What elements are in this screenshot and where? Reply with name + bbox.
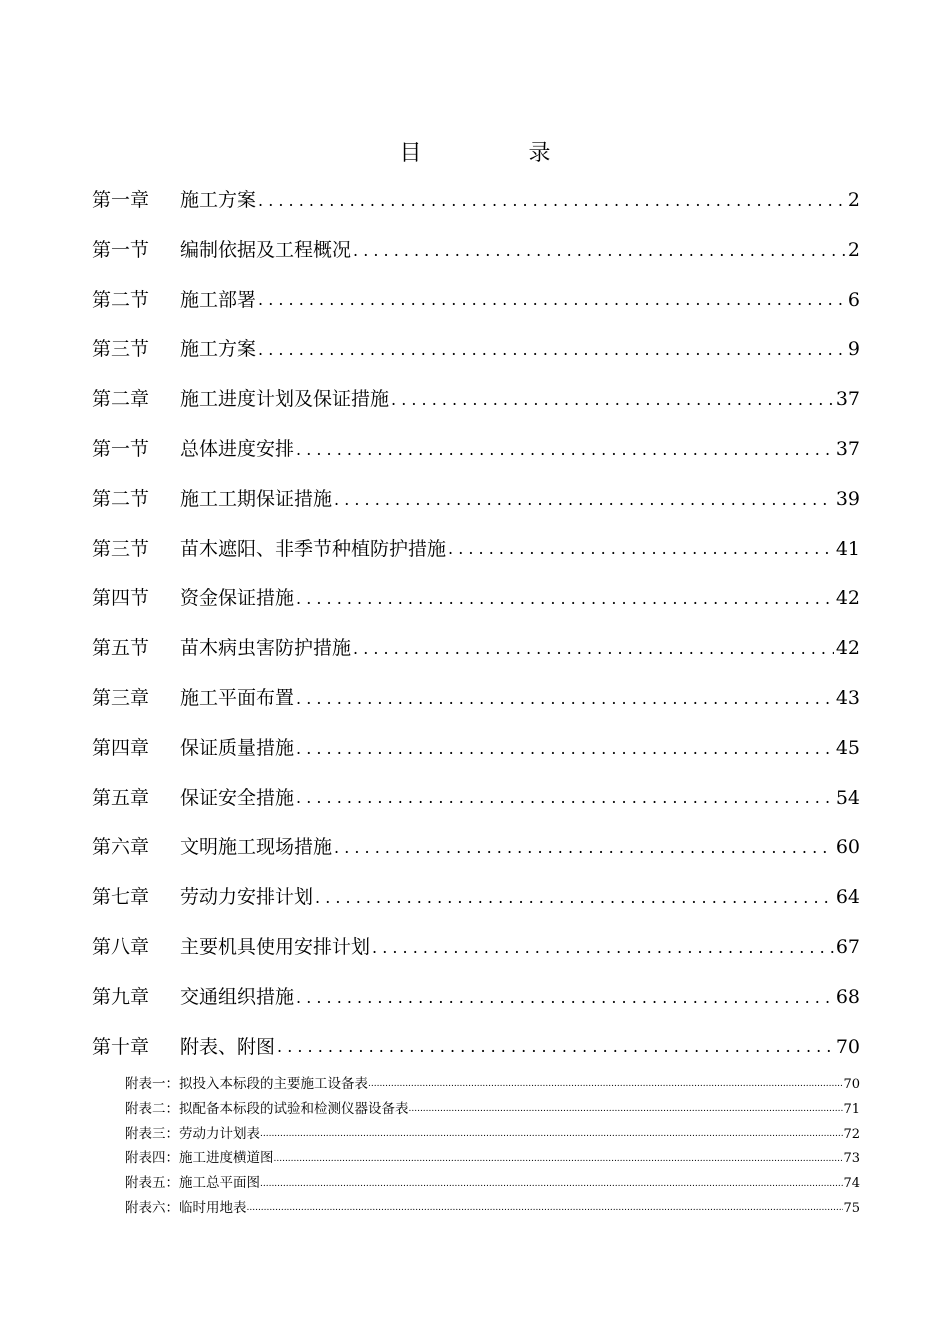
appendix-entry[interactable]: [125, 1196, 860, 1221]
entry-title: 附表、附图: [180, 1035, 276, 1058]
dot-leader: [258, 290, 846, 310]
toc-entry[interactable]: [92, 525, 860, 575]
entry-page: 37: [835, 437, 860, 460]
dot-leader: [448, 539, 834, 559]
entry-number: 第四节: [92, 587, 150, 610]
entry-number: 第三章: [92, 686, 150, 709]
appendix-title: 附表六：临时用地表: [125, 1199, 247, 1216]
appendix-title: 附表一：拟投入本标段的主要施工设备表: [125, 1076, 368, 1092]
dot-leader: [296, 589, 834, 609]
dot-leader: [260, 1176, 843, 1192]
entry-title: 主要机具使用安排计划: [180, 935, 371, 958]
appendix-entry[interactable]: [125, 1122, 860, 1147]
entry-title: 苗木遮阳、非季节种植防护措施: [180, 537, 447, 560]
dot-leader: [353, 639, 834, 659]
entry-page: 9: [847, 338, 860, 361]
toc-entry[interactable]: [92, 425, 860, 475]
entry-number: 第一节: [92, 437, 150, 460]
toc-entry[interactable]: [92, 375, 860, 425]
dot-leader: [258, 191, 846, 211]
dot-leader: [258, 340, 846, 360]
appendix-title: 附表二：拟配备本标段的试验和检测仪器设备表: [125, 1100, 409, 1117]
appendix-entry[interactable]: [125, 1097, 860, 1122]
entry-title: 劳动力安排计划: [180, 886, 314, 909]
toc-entry[interactable]: [92, 574, 860, 624]
entry-page: 42: [835, 587, 860, 610]
entry-number: 第八章: [92, 935, 150, 958]
entry-number: 第三节: [92, 537, 150, 560]
appendix-title: 附表五：施工总平面图: [125, 1175, 260, 1192]
entry-number: 第二节: [92, 288, 150, 311]
entry-number: 第七章: [92, 886, 150, 909]
toc-entry[interactable]: [92, 276, 860, 326]
dot-leader: [260, 1126, 843, 1142]
entry-number: 第四章: [92, 736, 150, 759]
appendix-page: 74: [843, 1176, 860, 1192]
entry-page: 64: [835, 886, 860, 909]
dot-leader: [296, 440, 834, 460]
dot-leader: [296, 689, 834, 709]
entry-number: 第五节: [92, 637, 150, 660]
dot-leader: [391, 390, 834, 410]
entry-title: 施工平面布置: [180, 686, 295, 709]
dot-leader: [277, 1037, 834, 1057]
entry-number: 第六章: [92, 836, 150, 859]
entry-page: 37: [835, 388, 860, 411]
entry-page: 2: [847, 238, 860, 261]
appendix-title: 附表三：劳动力计划表: [125, 1125, 260, 1142]
appendix-page: 70: [843, 1077, 860, 1092]
entry-title: 交通组织措施: [180, 985, 295, 1008]
toc-entry[interactable]: [92, 325, 860, 375]
dot-leader: [296, 988, 834, 1008]
toc-entry[interactable]: [92, 176, 860, 226]
entry-number: 第二节: [92, 487, 150, 510]
dot-leader: [315, 888, 834, 908]
entry-page: 6: [847, 288, 860, 311]
entry-page: 39: [835, 487, 860, 510]
entry-title: 资金保证措施: [180, 587, 295, 610]
entry-number: 第九章: [92, 985, 150, 1008]
dot-leader: [274, 1151, 844, 1167]
dot-leader: [372, 938, 834, 958]
entry-title: 施工方案: [180, 338, 257, 361]
entry-title: 施工部署: [180, 288, 257, 311]
toc-entry[interactable]: [92, 823, 860, 873]
toc-entry[interactable]: [92, 724, 860, 774]
entry-page: 41: [835, 537, 860, 560]
entry-number: 第二章: [92, 388, 150, 411]
toc-entry[interactable]: [92, 475, 860, 525]
entry-title: 总体进度安排: [180, 437, 295, 460]
appendix-entry[interactable]: [125, 1072, 860, 1097]
dot-leader: [334, 490, 834, 510]
appendix-page: 72: [843, 1126, 860, 1142]
entry-number: 第一节: [92, 238, 150, 261]
entry-page: 2: [847, 189, 860, 211]
entry-page: 60: [835, 836, 860, 859]
entry-number: 第一章: [92, 189, 150, 211]
entry-title: 编制依据及工程概况: [180, 238, 352, 261]
toc-entry[interactable]: [92, 624, 860, 674]
appendix-page: 73: [843, 1151, 860, 1167]
entry-title: 施工工期保证措施: [180, 487, 333, 510]
dot-leader: [368, 1076, 843, 1092]
entry-title: 保证安全措施: [180, 786, 295, 809]
entry-page: 67: [835, 935, 860, 958]
appendix-title: 附表四：施工进度横道图: [125, 1150, 274, 1167]
toc-entry[interactable]: [92, 774, 860, 824]
entry-page: 43: [835, 686, 860, 709]
appendix-page: 71: [843, 1101, 860, 1117]
entry-number: 第五章: [92, 786, 150, 809]
dot-leader: [247, 1200, 844, 1216]
entry-title: 施工方案: [180, 189, 257, 211]
toc-entry[interactable]: [92, 226, 860, 276]
entry-page: 70: [835, 1035, 860, 1058]
appendix-page: 75: [843, 1200, 860, 1216]
entry-title: 苗木病虫害防护措施: [180, 637, 352, 660]
toc-title: 目 录: [399, 141, 601, 166]
dot-leader: [409, 1101, 844, 1117]
toc-entry[interactable]: [92, 674, 860, 724]
dot-leader: [334, 838, 834, 858]
toc-entry[interactable]: [92, 923, 860, 973]
toc-appendix-list: [125, 1072, 860, 1221]
entry-page: 45: [835, 736, 860, 759]
entry-number: 第十章: [92, 1035, 150, 1058]
appendix-entry[interactable]: [125, 1171, 860, 1196]
entry-number: 第三节: [92, 338, 150, 361]
dot-leader: [296, 788, 834, 808]
dot-leader: [296, 739, 834, 759]
toc-entry[interactable]: [92, 873, 860, 923]
entry-page: 54: [835, 786, 860, 809]
appendix-entry[interactable]: [125, 1146, 860, 1171]
entry-page: 42: [835, 637, 860, 660]
toc-entry[interactable]: [92, 1023, 860, 1073]
entry-title: 文明施工现场措施: [180, 836, 333, 859]
entry-page: 68: [835, 985, 860, 1008]
toc-entry[interactable]: [92, 973, 860, 1023]
toc-main-list: [92, 176, 860, 1072]
entry-title: 保证质量措施: [180, 736, 295, 759]
entry-title: 施工进度计划及保证措施: [180, 388, 390, 411]
dot-leader: [353, 241, 846, 261]
